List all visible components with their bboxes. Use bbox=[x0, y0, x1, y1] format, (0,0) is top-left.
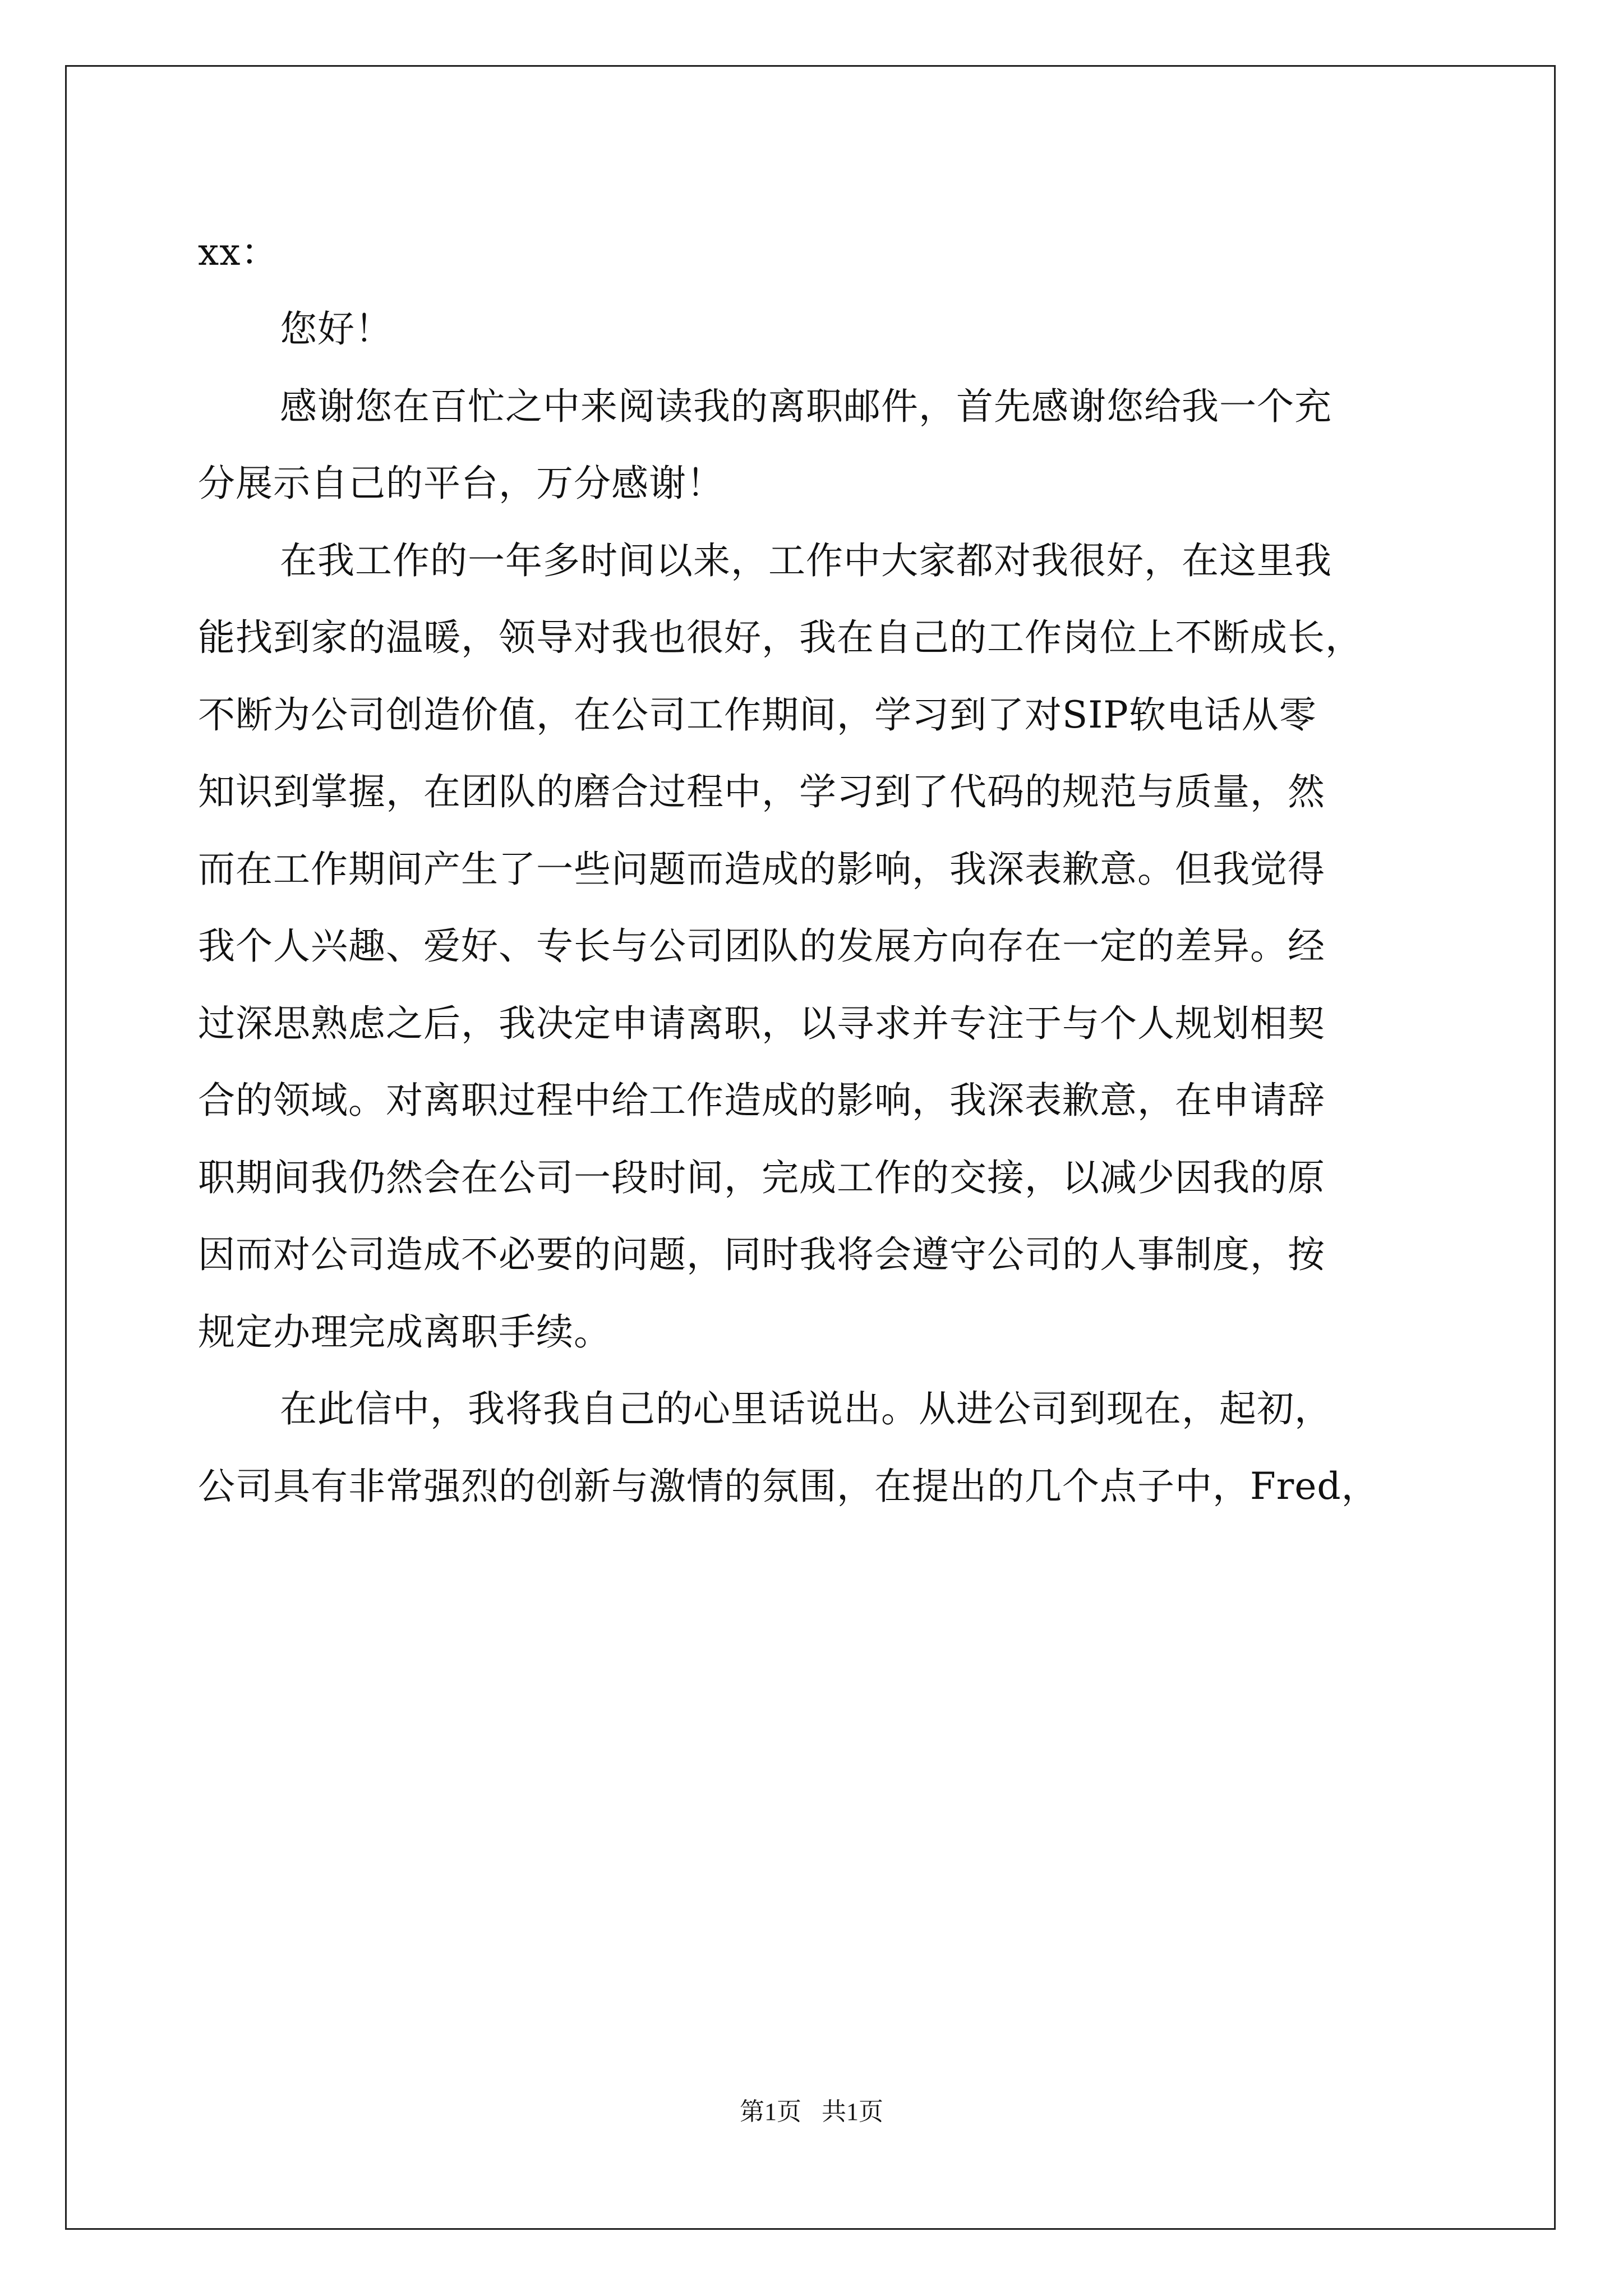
paragraph-line: 因而对公司造成不必要的问题，同时我将会遵守公司的人事制度，按 bbox=[198, 1233, 1325, 1276]
salutation: xx： bbox=[198, 231, 279, 274]
paragraph-line: 规定办理完成离职手续。 bbox=[198, 1310, 611, 1354]
page-footer bbox=[0, 2095, 1623, 2129]
paragraph-line: 分展示自己的平台，万分感谢！ bbox=[198, 462, 724, 505]
paragraph-line: 公司具有非常强烈的创新与激情的氛围，在提出的几个点子中，Fred， bbox=[198, 1465, 1379, 1508]
page-number: 第1页 bbox=[740, 2098, 801, 2125]
greeting: 您好！ bbox=[280, 307, 393, 351]
paragraph-line: 而在工作期间产生了一些问题而造成的影响，我深表歉意。但我觉得 bbox=[198, 848, 1325, 891]
paragraph-line: 过深思熟虑之后，我决定申请离职，以寻求并专注于与个人规划相契 bbox=[198, 1002, 1325, 1045]
paragraph-line: 在我工作的一年多时间以来，工作中大家都对我很好，在这里我 bbox=[280, 539, 1332, 582]
paragraph-line: 能找到家的温暖，领导对我也很好，我在自己的工作岗位上不断成长， bbox=[198, 616, 1363, 659]
paragraph-line: 不断为公司创造价值，在公司工作期间，学习到了对SIP软电话从零 bbox=[198, 693, 1317, 737]
page-total: 共1页 bbox=[822, 2098, 883, 2125]
paragraph-line: 在此信中，我将我自己的心里话说出。从进公司到现在，起初， bbox=[280, 1387, 1332, 1430]
paragraph-line: 感谢您在百忙之中来阅读我的离职邮件，首先感谢您给我一个充 bbox=[280, 385, 1332, 428]
paragraph-line: 合的领域。对离职过程中给工作造成的影响，我深表歉意，在申请辞 bbox=[198, 1079, 1325, 1122]
paragraph-line: 职期间我仍然会在公司一段时间，完成工作的交接，以减少因我的原 bbox=[198, 1156, 1325, 1199]
paragraph-line: 知识到掌握，在团队的磨合过程中，学习到了代码的规范与质量，然 bbox=[198, 770, 1325, 813]
paragraph-line: 我个人兴趣、爱好、专长与公司团队的发展方向存在一定的差异。经 bbox=[198, 924, 1325, 968]
